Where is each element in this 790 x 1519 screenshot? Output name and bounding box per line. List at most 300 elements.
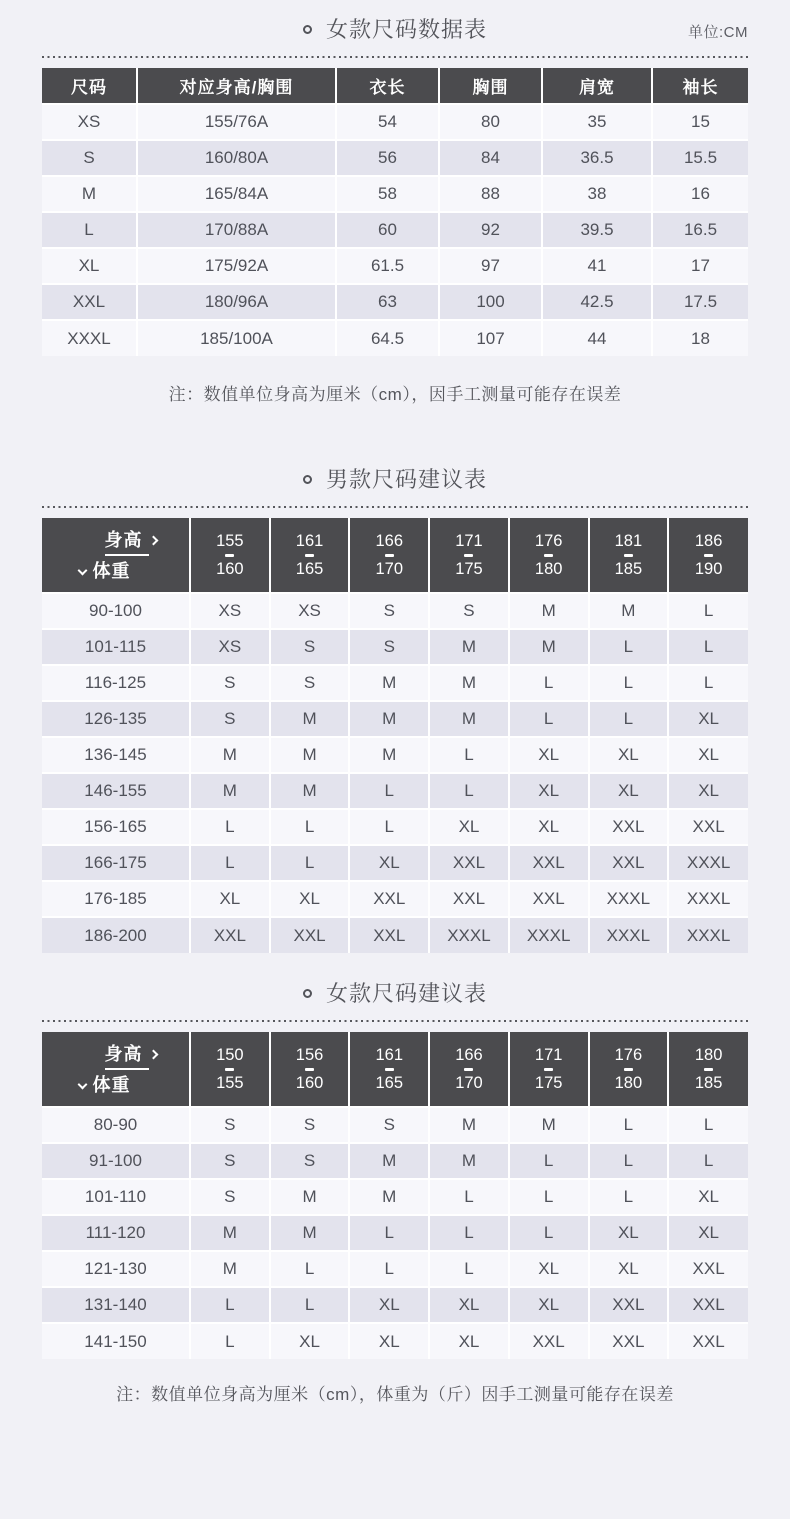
size-cell: XL <box>509 1287 589 1323</box>
size-cell: L <box>509 1179 589 1215</box>
section-title: 男款尺码建议表 <box>325 467 487 492</box>
range-to: 170 <box>375 559 404 578</box>
data-cell: XXXL <box>42 320 137 356</box>
size-cell: XL <box>190 881 270 917</box>
size-cell: XL <box>668 773 748 809</box>
height-range-cell <box>190 518 270 593</box>
data-cell: 92 <box>439 212 542 248</box>
size-data-row <box>42 212 748 248</box>
size-cell: L <box>509 665 589 701</box>
size-data-row <box>42 248 748 284</box>
range-from: 156 <box>295 1045 324 1064</box>
weight-range-cell: 141-150 <box>42 1323 190 1359</box>
weight-label: 体重 <box>48 1075 183 1095</box>
data-cell: M <box>42 176 137 212</box>
data-cell: 54 <box>336 104 439 140</box>
size-cell: M <box>429 701 509 737</box>
size-cell: L <box>190 1323 270 1359</box>
size-cell: L <box>589 1107 669 1143</box>
size-cell: XXXL <box>509 917 589 953</box>
range-to: 170 <box>455 1073 483 1092</box>
size-cell: XL <box>429 1323 509 1359</box>
size-cell: XL <box>668 1215 748 1251</box>
chevron-down-icon <box>77 1079 87 1089</box>
range-to: 165 <box>295 559 324 578</box>
size-cell: L <box>190 1287 270 1323</box>
size-cell: L <box>190 845 270 881</box>
size-cell: M <box>270 773 350 809</box>
weight-range-cell: 101-110 <box>42 1179 190 1215</box>
size-cell: XL <box>589 737 669 773</box>
range-from: 166 <box>455 1045 483 1064</box>
data-cell: S <box>42 140 137 176</box>
size-cell: L <box>429 1179 509 1215</box>
range-from: 171 <box>534 1045 563 1064</box>
height-range-cell <box>429 518 509 593</box>
size-cell: L <box>349 1215 429 1251</box>
data-cell: 36.5 <box>542 140 652 176</box>
weight-range-cell: 126-135 <box>42 701 190 737</box>
range-from: 176 <box>534 531 563 550</box>
height-range-cell <box>349 1032 429 1107</box>
size-cell: S <box>270 1143 350 1179</box>
size-data-row <box>42 140 748 176</box>
size-cell: L <box>270 1251 350 1287</box>
women-size-suggestion-section <box>42 981 748 1405</box>
size-cell: M <box>349 1179 429 1215</box>
weight-label: 体重 <box>48 561 183 581</box>
size-cell: L <box>509 1215 589 1251</box>
size-cell: XL <box>509 809 589 845</box>
weight-range-cell: 146-155 <box>42 773 190 809</box>
size-cell: XL <box>509 1251 589 1287</box>
size-cell: M <box>589 593 669 629</box>
suggestion-row <box>42 917 748 953</box>
corner-header-cell <box>42 518 190 593</box>
table-header-row <box>42 68 748 104</box>
data-cell: 185/100A <box>137 320 336 356</box>
size-cell: S <box>190 701 270 737</box>
range-from: 176 <box>614 1045 643 1064</box>
suggestion-row <box>42 1287 748 1323</box>
women-size-suggestion-table <box>42 1032 748 1359</box>
height-label: 身高 <box>48 1044 183 1064</box>
section-header <box>42 17 748 43</box>
size-cell: XXL <box>589 809 669 845</box>
size-cell: L <box>668 593 748 629</box>
size-cell: S <box>270 629 350 665</box>
section-header <box>42 467 748 493</box>
data-cell: 64.5 <box>336 320 439 356</box>
range-dash <box>464 554 473 557</box>
dotted-divider <box>42 1020 748 1022</box>
data-cell: 107 <box>439 320 542 356</box>
suggestion-row <box>42 881 748 917</box>
range-to: 185 <box>614 559 643 578</box>
size-cell: XL <box>429 1287 509 1323</box>
size-cell: XXL <box>589 845 669 881</box>
weight-range-cell: 156-165 <box>42 809 190 845</box>
size-cell: L <box>589 1179 669 1215</box>
size-cell: M <box>190 1251 270 1287</box>
size-cell: M <box>349 737 429 773</box>
range-dash <box>464 1068 473 1071</box>
size-cell: XXL <box>668 1323 748 1359</box>
range-dash <box>385 554 394 557</box>
data-cell: 155/76A <box>137 104 336 140</box>
suggestion-row <box>42 1143 748 1179</box>
height-range-cell <box>270 1032 350 1107</box>
size-cell: L <box>668 629 748 665</box>
range-from: 171 <box>455 531 483 550</box>
size-cell: M <box>190 1215 270 1251</box>
height-range-cell <box>190 1032 270 1107</box>
dotted-divider <box>42 506 748 508</box>
range-dash <box>225 1068 234 1071</box>
section-title: 女款尺码建议表 <box>325 981 487 1006</box>
data-cell: 44 <box>542 320 652 356</box>
size-cell: M <box>429 629 509 665</box>
size-cell: XS <box>270 593 350 629</box>
range-from: 180 <box>694 1045 723 1064</box>
range-from: 161 <box>295 531 324 550</box>
circle-bullet-icon <box>303 25 312 34</box>
data-cell: 41 <box>542 248 652 284</box>
data-cell: 42.5 <box>542 284 652 320</box>
size-data-row <box>42 284 748 320</box>
size-cell: XXXL <box>668 917 748 953</box>
size-cell: XXL <box>349 881 429 917</box>
size-cell: XS <box>190 593 270 629</box>
size-cell: S <box>270 1107 350 1143</box>
size-cell: XXL <box>668 1287 748 1323</box>
data-cell: 15 <box>652 104 748 140</box>
size-cell: M <box>349 1143 429 1179</box>
data-cell: 56 <box>336 140 439 176</box>
corner-divider-line <box>105 554 149 556</box>
size-cell: XXXL <box>429 917 509 953</box>
size-cell: XL <box>429 809 509 845</box>
range-to: 180 <box>614 1073 643 1092</box>
size-cell: XXL <box>429 881 509 917</box>
size-cell: XL <box>589 1251 669 1287</box>
data-cell: 165/84A <box>137 176 336 212</box>
data-cell: 61.5 <box>336 248 439 284</box>
suggestion-row <box>42 809 748 845</box>
data-cell: 63 <box>336 284 439 320</box>
size-cell: XL <box>349 1287 429 1323</box>
size-cell: S <box>429 593 509 629</box>
size-cell: XL <box>270 1323 350 1359</box>
column-header-cell: 袖长 <box>652 68 748 104</box>
women-size-data-table <box>42 68 748 356</box>
size-cell: S <box>190 1179 270 1215</box>
size-cell: L <box>589 701 669 737</box>
height-range-cell <box>349 518 429 593</box>
size-cell: XXL <box>349 917 429 953</box>
size-cell: L <box>429 773 509 809</box>
range-to: 160 <box>216 559 244 578</box>
size-cell: L <box>668 1143 748 1179</box>
size-cell: XXL <box>509 845 589 881</box>
size-cell: XL <box>589 773 669 809</box>
weight-range-cell: 90-100 <box>42 593 190 629</box>
weight-range-cell: 101-115 <box>42 629 190 665</box>
size-cell: M <box>190 737 270 773</box>
range-from: 186 <box>694 531 723 550</box>
data-cell: 39.5 <box>542 212 652 248</box>
size-cell: L <box>429 737 509 773</box>
size-cell: L <box>589 1143 669 1179</box>
size-cell: L <box>270 845 350 881</box>
size-cell: S <box>190 1143 270 1179</box>
data-cell: XS <box>42 104 137 140</box>
note-women-suggestion: 注：数值单位身高为厘米（cm），体重为（斤）因手工测量可能存在误差 <box>116 1385 674 1404</box>
data-cell: 160/80A <box>137 140 336 176</box>
height-range-cell <box>429 1032 509 1107</box>
data-cell: XL <box>42 248 137 284</box>
suggestion-row <box>42 773 748 809</box>
size-cell: XXXL <box>668 881 748 917</box>
size-cell: XXL <box>589 1323 669 1359</box>
size-cell: L <box>429 1215 509 1251</box>
data-cell: 180/96A <box>137 284 336 320</box>
data-cell: 18 <box>652 320 748 356</box>
size-cell: M <box>509 1107 589 1143</box>
size-cell: XL <box>668 737 748 773</box>
suggestion-row <box>42 593 748 629</box>
range-to: 185 <box>694 1073 723 1092</box>
data-cell: 60 <box>336 212 439 248</box>
size-cell: L <box>509 1143 589 1179</box>
suggestion-row <box>42 737 748 773</box>
column-header-cell: 肩宽 <box>542 68 652 104</box>
size-cell: XXL <box>429 845 509 881</box>
range-from: 161 <box>375 1045 404 1064</box>
size-cell: XL <box>270 881 350 917</box>
chevron-right-icon <box>148 535 158 545</box>
data-cell: 17 <box>652 248 748 284</box>
size-cell: M <box>190 773 270 809</box>
range-dash <box>305 1068 314 1071</box>
men-size-suggestion-section <box>42 467 748 953</box>
size-cell: XXL <box>509 881 589 917</box>
circle-bullet-icon <box>303 475 312 484</box>
size-cell: L <box>349 809 429 845</box>
data-cell: 84 <box>439 140 542 176</box>
dotted-divider <box>42 56 748 58</box>
size-cell: L <box>589 665 669 701</box>
size-cell: L <box>349 1251 429 1287</box>
range-to: 175 <box>455 559 483 578</box>
section-title: 女款尺码数据表 <box>325 17 487 42</box>
size-cell: M <box>509 629 589 665</box>
corner-divider-line <box>105 1068 149 1070</box>
size-cell: XXXL <box>589 917 669 953</box>
suggestion-row <box>42 665 748 701</box>
size-data-row <box>42 176 748 212</box>
range-from: 155 <box>216 531 244 550</box>
size-cell: M <box>429 1143 509 1179</box>
size-cell: XL <box>589 1215 669 1251</box>
column-header-cell: 对应身高/胸围 <box>137 68 336 104</box>
data-cell: 88 <box>439 176 542 212</box>
unit-label: 单位:CM <box>688 24 748 41</box>
size-cell: L <box>349 773 429 809</box>
size-cell: M <box>509 593 589 629</box>
range-to: 165 <box>375 1073 404 1092</box>
size-cell: S <box>190 1107 270 1143</box>
suggestion-row <box>42 1323 748 1359</box>
weight-range-cell: 186-200 <box>42 917 190 953</box>
size-cell: XXXL <box>589 881 669 917</box>
height-range-cell <box>589 518 669 593</box>
weight-range-cell: 91-100 <box>42 1143 190 1179</box>
data-cell: 35 <box>542 104 652 140</box>
suggestion-row <box>42 629 748 665</box>
range-to: 155 <box>216 1073 244 1092</box>
data-cell: XXL <box>42 284 137 320</box>
height-range-cell <box>589 1032 669 1107</box>
data-cell: 17.5 <box>652 284 748 320</box>
size-cell: XL <box>509 737 589 773</box>
data-cell: L <box>42 212 137 248</box>
range-dash <box>704 1068 713 1071</box>
size-cell: M <box>270 737 350 773</box>
size-cell: M <box>270 1179 350 1215</box>
weight-range-cell: 116-125 <box>42 665 190 701</box>
range-from: 166 <box>375 531 404 550</box>
size-cell: XXL <box>509 1323 589 1359</box>
weight-range-cell: 121-130 <box>42 1251 190 1287</box>
size-cell: M <box>349 665 429 701</box>
range-dash <box>704 554 713 557</box>
height-range-cell <box>668 518 748 593</box>
column-header-cell: 胸围 <box>439 68 542 104</box>
suggestion-row <box>42 1179 748 1215</box>
size-cell: L <box>668 1107 748 1143</box>
size-cell: XXL <box>589 1287 669 1323</box>
note-women-data: 注：数值单位身高为厘米（cm），因手工测量可能存在误差 <box>168 385 622 404</box>
size-cell: S <box>190 665 270 701</box>
size-cell: L <box>509 701 589 737</box>
size-cell: M <box>270 701 350 737</box>
data-cell: 97 <box>439 248 542 284</box>
size-cell: L <box>668 665 748 701</box>
size-cell: XL <box>668 1179 748 1215</box>
size-cell: M <box>429 665 509 701</box>
range-dash <box>385 1068 394 1071</box>
matrix-header-row <box>42 1032 748 1107</box>
range-to: 175 <box>534 1073 563 1092</box>
size-cell: XXL <box>190 917 270 953</box>
size-cell: S <box>270 665 350 701</box>
data-cell: 58 <box>336 176 439 212</box>
size-chart-page <box>42 17 748 1405</box>
weight-range-cell: 176-185 <box>42 881 190 917</box>
matrix-header-row <box>42 518 748 593</box>
height-range-cell <box>668 1032 748 1107</box>
range-to: 160 <box>295 1073 324 1092</box>
range-dash <box>544 554 553 557</box>
height-range-cell <box>270 518 350 593</box>
size-cell: XXXL <box>668 845 748 881</box>
suggestion-row <box>42 701 748 737</box>
size-cell: M <box>270 1215 350 1251</box>
weight-range-cell: 111-120 <box>42 1215 190 1251</box>
size-cell: XL <box>668 701 748 737</box>
data-cell: 175/92A <box>137 248 336 284</box>
suggestion-row <box>42 1215 748 1251</box>
size-cell: L <box>270 809 350 845</box>
size-cell: XL <box>349 1323 429 1359</box>
data-cell: 16.5 <box>652 212 748 248</box>
height-label: 身高 <box>48 530 183 550</box>
size-cell: L <box>190 809 270 845</box>
range-dash <box>305 554 314 557</box>
data-cell: 15.5 <box>652 140 748 176</box>
column-header-cell: 衣长 <box>336 68 439 104</box>
height-range-cell <box>509 518 589 593</box>
circle-bullet-icon <box>303 989 312 998</box>
size-cell: XL <box>349 845 429 881</box>
size-cell: XXL <box>668 809 748 845</box>
data-cell: 170/88A <box>137 212 336 248</box>
size-cell: S <box>349 593 429 629</box>
section-header <box>42 981 748 1007</box>
size-cell: M <box>349 701 429 737</box>
size-data-row <box>42 104 748 140</box>
range-dash <box>624 1068 633 1071</box>
range-dash <box>544 1068 553 1071</box>
size-cell: S <box>349 1107 429 1143</box>
corner-header-cell <box>42 1032 190 1107</box>
size-cell: S <box>349 629 429 665</box>
suggestion-row <box>42 1251 748 1287</box>
size-cell: XXL <box>668 1251 748 1287</box>
height-range-cell <box>509 1032 589 1107</box>
women-size-data-section <box>42 17 748 405</box>
range-from: 181 <box>614 531 643 550</box>
range-dash <box>225 554 234 557</box>
suggestion-row <box>42 1107 748 1143</box>
size-cell: XXL <box>270 917 350 953</box>
size-cell: XS <box>190 629 270 665</box>
weight-range-cell: 166-175 <box>42 845 190 881</box>
column-header-cell: 尺码 <box>42 68 137 104</box>
suggestion-row <box>42 845 748 881</box>
range-from: 150 <box>216 1045 244 1064</box>
data-cell: 16 <box>652 176 748 212</box>
range-to: 190 <box>694 559 723 578</box>
size-cell: XL <box>509 773 589 809</box>
size-cell: M <box>429 1107 509 1143</box>
range-dash <box>624 554 633 557</box>
range-to: 180 <box>534 559 563 578</box>
size-data-row <box>42 320 748 356</box>
chevron-right-icon <box>148 1049 158 1059</box>
size-cell: L <box>270 1287 350 1323</box>
weight-range-cell: 80-90 <box>42 1107 190 1143</box>
weight-range-cell: 131-140 <box>42 1287 190 1323</box>
chevron-down-icon <box>77 565 87 575</box>
size-cell: L <box>429 1251 509 1287</box>
data-cell: 38 <box>542 176 652 212</box>
data-cell: 80 <box>439 104 542 140</box>
men-size-suggestion-table <box>42 518 748 953</box>
data-cell: 100 <box>439 284 542 320</box>
size-cell: L <box>589 629 669 665</box>
